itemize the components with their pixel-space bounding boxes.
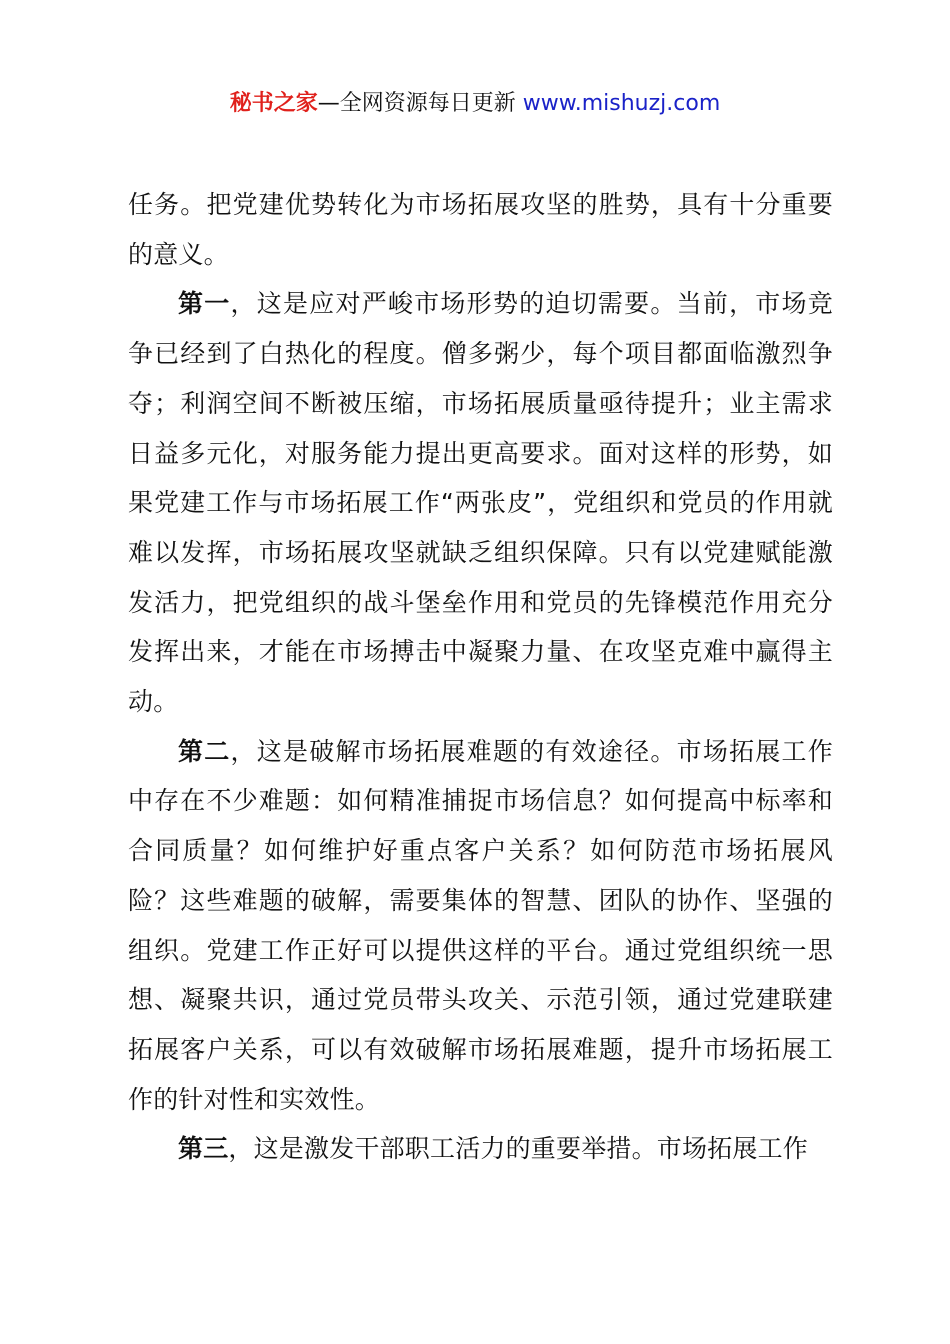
paragraph-second xyxy=(128,727,833,1125)
paragraph-lead: 第三 xyxy=(178,1134,229,1164)
paragraph-text: ，这是激发干部职工活力的重要举措。市场拓展工作 xyxy=(228,1134,809,1164)
page-header xyxy=(0,86,950,122)
paragraph-continuation xyxy=(128,180,833,279)
paragraph-text: 任务。把党建优势转化为市场拓展攻坚的胜势，具有十分重要的意义。 xyxy=(128,190,833,269)
header-slogan: —全网资源每日更新 xyxy=(317,91,523,116)
header-brand: 秘书之家 xyxy=(229,91,318,116)
header-url-link[interactable]: www.mishuzj.com xyxy=(522,91,721,116)
paragraph-text: ，这是应对严峻市场形势的迫切需要。当前，市场竞争已经到了白热化的程度。僧多粥少，每个项目都面临激烈争夺；利润空间不断被压缩，市场拓展质量亟待提升；业主需求日益多元化，对服务能力提出更高要求。面对这样的形势，如果党建工作与市场拓展工作“两张皮”，党组织和党员的作用就难以发挥，市场拓展攻坚就缺乏组织保障。只有以党建赋能激发活力，把党组织的战斗堡垒作用和党员的先锋模范作用充分发挥出来，才能在市场搏击中凝聚力量、在攻坚克难中赢得主动。 xyxy=(128,289,833,717)
paragraph-third xyxy=(128,1124,833,1174)
paragraph-lead: 第一 xyxy=(178,289,231,319)
paragraph-text: ，这是破解市场拓展难题的有效途径。市场拓展工作中存在不少难题：如何精准捕捉市场信息？如何提高中标率和合同质量？如何维护好重点客户关系？如何防范市场拓展风险？这些难题的破解，需要集体的智慧、团队的协作、坚强的组织。党建工作正好可以提供这样的平台。通过党组织统一思想、凝聚共识，通过党员带头攻关、示范引领，通过党建联建拓展客户关系，可以有效破解市场拓展难题，提升市场拓展工作的针对性和实效性。 xyxy=(128,736,833,1114)
paragraph-lead: 第二 xyxy=(178,736,231,766)
paragraph-first xyxy=(128,279,833,726)
document-body xyxy=(128,180,833,1174)
